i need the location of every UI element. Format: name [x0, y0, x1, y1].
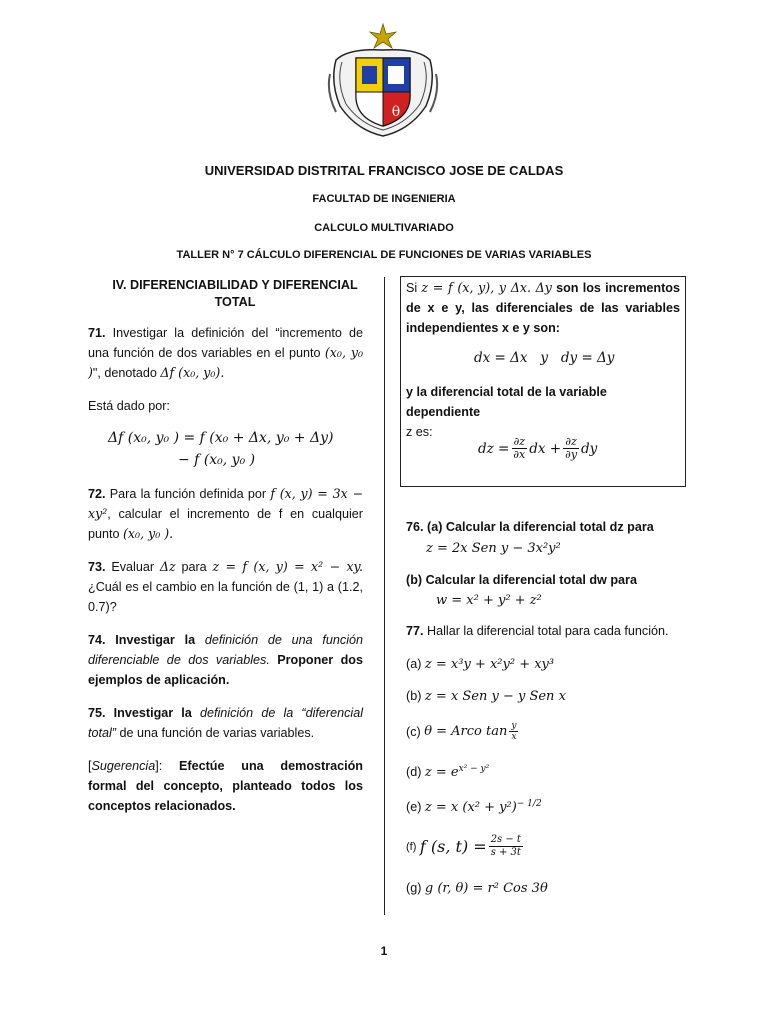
problem-77 — [406, 624, 669, 638]
fraction — [489, 834, 523, 859]
item-label: (d) — [406, 765, 422, 780]
hint-text: Efectúe una demostración formal del concepto, planteado todos los conceptos relacionados. — [88, 759, 364, 813]
math-expression: z = x³y + x²y² + xy³ — [424, 657, 555, 672]
problem-74 — [88, 630, 363, 690]
fraction-denominator: s + 3t — [490, 847, 521, 858]
problem-number: 74. — [88, 633, 106, 647]
problem-77c — [406, 721, 520, 742]
problem-77e — [406, 799, 542, 815]
problem-text: Investigar la definición del “incremento de una función de dos variables en el punto — [88, 326, 363, 360]
exponent: x² − y² — [458, 764, 490, 774]
math-expression: dy — [581, 440, 598, 457]
item-label: (b) — [406, 689, 422, 703]
increment-formula-line-1: Δf (x₀, y₀ ) = f (x₀ + Δx, y₀ + Δy) — [108, 430, 334, 446]
total-differential-formula — [478, 436, 597, 461]
svg-text:θ: θ — [391, 104, 401, 120]
math-expression: z = f (x, y) = x² − xy. — [212, 559, 363, 574]
fraction — [563, 436, 579, 461]
faculty-name: FACULTAD DE INGENIERIA — [312, 193, 456, 205]
university-coat-of-arms-icon — [326, 22, 440, 140]
increment-formula-line-2: − f (x₀, y₀ ) — [178, 452, 256, 468]
problem-76a — [406, 520, 654, 534]
math-expression: z = e — [424, 765, 459, 781]
item-label: (a) — [406, 657, 422, 671]
math-expression: (x₀, y₀ ). — [123, 526, 174, 541]
exponent: − 1/2 — [516, 799, 542, 809]
hint: [Sugerencia]: Efectúe una demostración formal del concepto, planteado todos los conceptos relacionados. — [88, 759, 364, 813]
math-expression: θ = Arco tan — [424, 724, 508, 739]
problem-text: ¿Cuál es el cambio en la función de (1, 1) a (1.2, 0.7)? — [88, 580, 363, 614]
math-expression: (x₀, y₀ ) — [88, 345, 364, 380]
problem-73 — [88, 557, 363, 617]
problem-italic-text: definición de una función diferenciable de dos variables. — [88, 633, 364, 667]
math-expression: w = x² + y² + z² — [436, 593, 542, 608]
problem-number: 72. — [88, 487, 106, 501]
fraction-denominator: ∂x — [513, 448, 526, 461]
page-number: 1 — [380, 944, 388, 958]
workshop-title: TALLER N° 7 CÁLCULO DIFERENCIAL DE FUNCIONES DE VARIAS VARIABLES — [176, 249, 592, 261]
problem-number: 75. — [88, 706, 106, 720]
box-text: independientes x e y son: — [406, 321, 560, 335]
given-label: Está dado por: — [88, 399, 170, 413]
box-text: Si — [406, 281, 418, 295]
math-expression: f (x, y) = 3x − — [270, 486, 364, 501]
math-expression: Δz — [159, 559, 176, 574]
fraction-numerator: ∂z — [513, 435, 526, 448]
problem-77b — [406, 689, 566, 704]
problem-text: de una función de varias variables. — [119, 726, 315, 740]
box-text: son los incrementos de — [406, 281, 680, 315]
math-expression: f (s, t) = — [419, 837, 487, 856]
problem-77g — [406, 881, 548, 896]
problem-75 — [88, 703, 363, 743]
math-expression: z = x (x² + y²) — [424, 800, 517, 816]
problem-number: 73. — [88, 560, 106, 574]
item-label: (c) — [406, 724, 421, 739]
fraction-numerator: 2s − t — [490, 834, 521, 845]
problem-number: 77. — [406, 624, 424, 638]
problem-text: para — [181, 560, 207, 574]
problem-text: Investigar la — [113, 706, 192, 720]
fraction-denominator: x — [511, 732, 517, 742]
math-expression: dz = — [478, 440, 510, 457]
university-name: UNIVERSIDAD DISTRITAL FRANCISCO JOSE DE CALDAS — [204, 163, 564, 178]
problem-number: 71. — [88, 326, 106, 340]
problem-text: Evaluar — [111, 560, 155, 574]
problem-77a — [406, 657, 554, 672]
item-label: (f) — [406, 840, 417, 853]
fraction-numerator: y — [511, 721, 517, 731]
problem-text: Para la función definida por — [109, 487, 267, 501]
item-label: (g) — [406, 881, 422, 895]
problem-text: Proponer dos ejemplos de aplicación. — [88, 653, 363, 687]
box-text: y la diferencial total de la variable dependiente — [406, 385, 607, 419]
box-text: z es: — [406, 425, 433, 439]
math-expression: xy² — [88, 506, 108, 521]
item-label: (e) — [406, 800, 422, 815]
problem-text: Hallar la diferencial total para cada función. — [427, 624, 669, 638]
section-title-line-2: TOTAL — [214, 295, 256, 309]
math-expression: z = x Sen y − y Sen x — [424, 689, 566, 704]
problem-text: ", denotado — [92, 366, 157, 380]
definition-text-2 — [406, 382, 682, 442]
math-expression: z = f (x, y), y Δx. Δy — [421, 280, 552, 295]
differentials-formula: dx = Δx y dy = Δy — [474, 350, 615, 366]
problem-number: 76. — [406, 520, 424, 534]
problem-72 — [88, 484, 363, 544]
problem-text: Investigar la — [115, 633, 196, 647]
math-expression: z = 2x Sen y − 3x²y² — [426, 541, 561, 556]
problem-text: punto — [88, 527, 120, 541]
fraction — [509, 721, 518, 742]
section-title — [100, 277, 370, 311]
problem-71 — [88, 323, 363, 383]
math-expression: dx + — [529, 440, 562, 457]
section-title-line-1: IV. DIFERENCIABILIDAD Y DIFERENCIAL — [112, 278, 358, 292]
math-expression: Δf (x₀, y₀). — [160, 365, 225, 380]
fraction — [511, 436, 527, 461]
hint-label: Sugerencia — [91, 759, 156, 773]
problem-77d — [406, 764, 489, 780]
problem-text: (a) Calcular la diferencial total dz para — [427, 520, 654, 534]
course-name: CALCULO MULTIVARIADO — [314, 222, 454, 234]
box-text: x e y, las diferenciales de las variables — [427, 301, 681, 315]
problem-text: , calcular el incremento de f en cualquier — [107, 507, 363, 521]
problem-76b: (b) Calcular la diferencial total dw para — [406, 573, 637, 587]
problem-77f — [406, 834, 525, 859]
definition-text — [406, 278, 680, 338]
problem-italic-text: definición de la “diferencial total” — [88, 706, 364, 740]
math-expression: g (r, θ) = r² Cos 3θ — [424, 881, 548, 896]
fraction-denominator: ∂y — [565, 448, 578, 461]
column-divider — [384, 277, 385, 915]
fraction-numerator: ∂z — [565, 435, 577, 448]
